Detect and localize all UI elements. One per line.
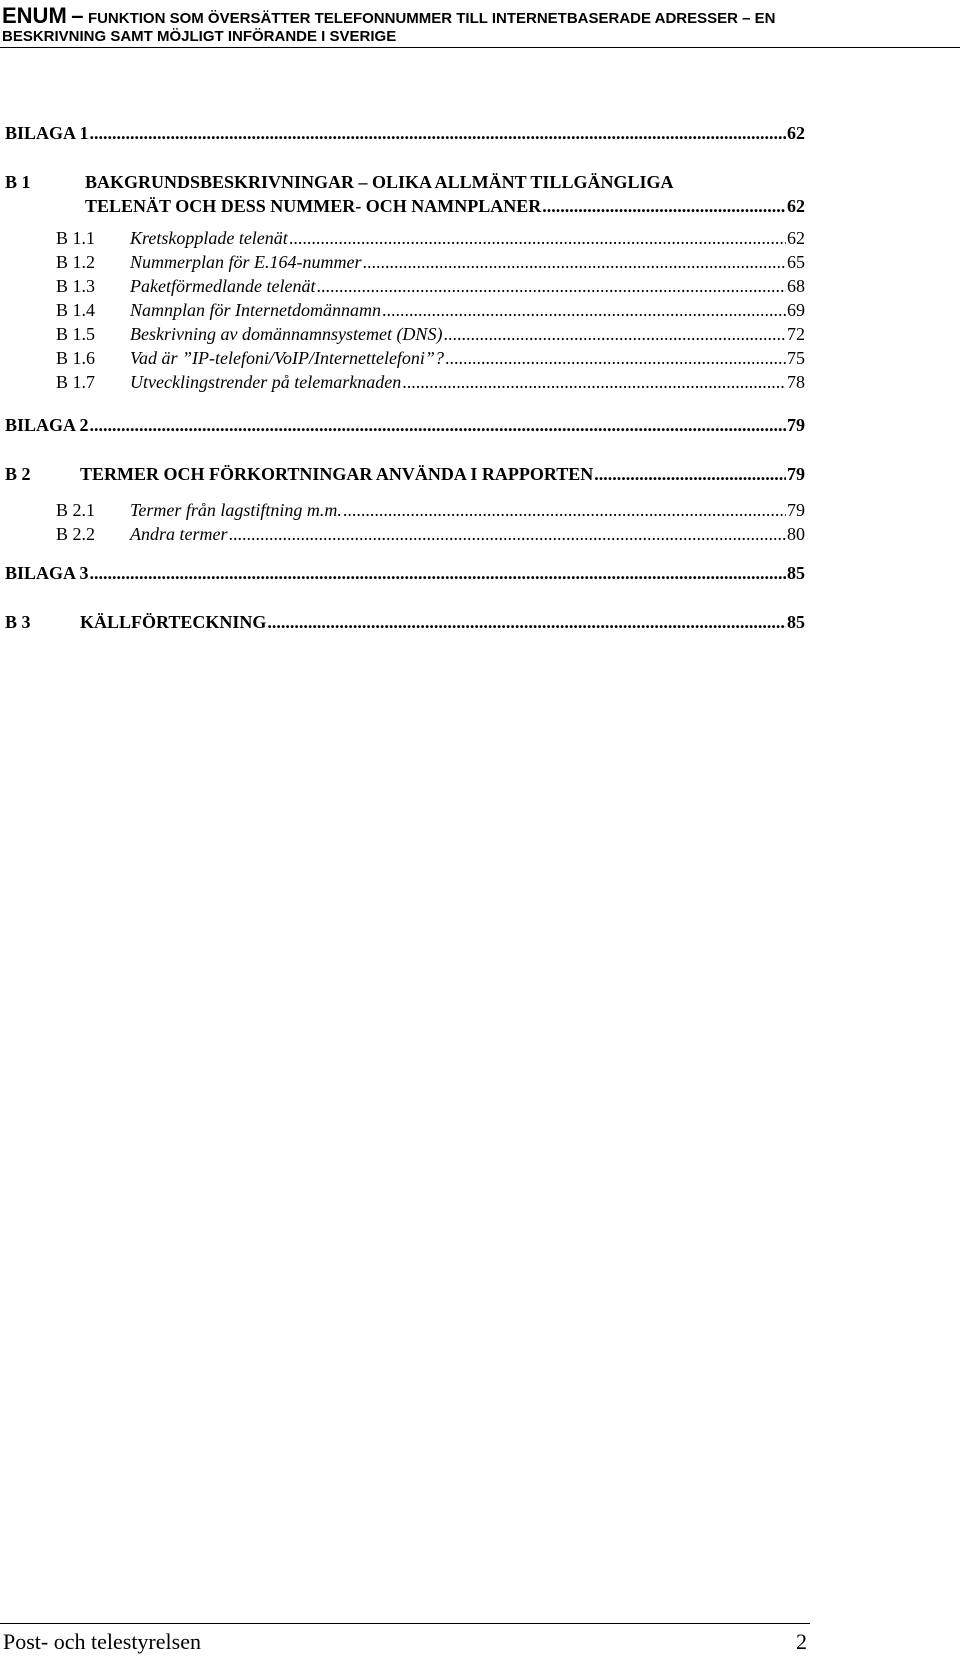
header-title-dash: – xyxy=(71,3,84,28)
toc-entry-b1-5[interactable] xyxy=(56,324,805,345)
header-title-rest: FUNKTION SOM ÖVERSÄTTER TELEFONNUMMER TILL INTERNETBASERADE ADRESSER – EN xyxy=(87,10,776,27)
toc-entry-title: BAKGRUNDSBESKRIVNINGAR – OLIKA ALLMÄNT TILLGÄNGLIGA xyxy=(85,172,674,192)
toc-entry-page: 72 xyxy=(787,324,805,344)
header-title-line1 xyxy=(2,3,775,29)
toc-entry-b2-1[interactable] xyxy=(56,500,805,521)
toc-leader-dots xyxy=(445,348,786,369)
header-title-line2: BESKRIVNING SAMT MÖJLIGT INFÖRANDE I SVERIGE xyxy=(2,28,397,45)
toc-entry-bilaga-1[interactable] xyxy=(5,123,805,144)
toc-entry-title: KÄLLFÖRTECKNING xyxy=(80,612,267,632)
toc-entry-bilaga-2[interactable] xyxy=(5,415,805,436)
toc-leader-dots xyxy=(90,123,786,144)
toc-entry-page: 62 xyxy=(787,123,805,143)
toc-leader-dots xyxy=(267,612,786,633)
toc-entry-b1-6[interactable] xyxy=(56,348,805,369)
toc-entry-title: Andra termer xyxy=(130,524,228,544)
toc-entry-page: 78 xyxy=(787,372,805,392)
toc-entry-page: 75 xyxy=(787,348,805,368)
toc-entry-title: TELENÄT OCH DESS NUMMER- OCH NAMNPLANER xyxy=(85,196,542,216)
toc-entry-b3[interactable] xyxy=(5,612,805,633)
toc-leader-dots xyxy=(542,196,786,217)
footer-page-number: 2 xyxy=(796,1629,807,1654)
toc-entry-title: Paketförmedlande telenät xyxy=(130,276,316,296)
header-title-main: ENUM xyxy=(2,3,67,28)
toc-entry-page: 79 xyxy=(787,464,805,484)
toc-entry-page: 65 xyxy=(787,252,805,272)
toc-leader-dots xyxy=(382,300,786,321)
toc-entry-title: Beskrivning av domännamnsystemet (DNS) xyxy=(130,324,443,344)
toc-entry-b1-3[interactable] xyxy=(56,276,805,297)
toc-entry-bilaga-3[interactable] xyxy=(5,563,805,584)
footer-organization: Post- och telestyrelsen xyxy=(3,1629,201,1654)
page-header xyxy=(0,0,960,48)
toc-entry-page: 80 xyxy=(787,524,805,544)
footer-rule xyxy=(0,1623,810,1624)
toc-entry-title: Termer från lagstiftning m.m. xyxy=(130,500,342,520)
toc-entry-page: 68 xyxy=(787,276,805,296)
toc-entry-page: 62 xyxy=(787,196,805,216)
toc-entry-page: 85 xyxy=(787,612,805,632)
toc-entry-number: B 1 xyxy=(5,172,31,192)
toc-entry-number: B 3 xyxy=(5,612,31,632)
toc-entry-b1-4[interactable] xyxy=(56,300,805,321)
toc-entry-number: B 1.4 xyxy=(56,300,96,320)
toc-entry-page: 69 xyxy=(787,300,805,320)
toc-entry-number: B 1.6 xyxy=(56,348,96,368)
toc-entry-title: Nummerplan för E.164-nummer xyxy=(130,252,362,272)
toc-entry-b1-line2[interactable] xyxy=(85,196,805,217)
toc-entry-title: Utvecklingstrender på telemarknaden xyxy=(130,372,402,392)
toc-entry-title: TERMER OCH FÖRKORTNINGAR ANVÄNDA I RAPPORTEN xyxy=(80,464,594,484)
toc-entry-b1-7[interactable] xyxy=(56,372,805,393)
toc-entry-b2-2[interactable] xyxy=(56,524,805,545)
toc-leader-dots xyxy=(229,524,787,545)
toc-entry-number: B 2.1 xyxy=(56,500,96,520)
toc-leader-dots xyxy=(90,415,786,436)
toc-entry-title: BILAGA 1 xyxy=(5,123,89,143)
toc-leader-dots xyxy=(594,464,786,485)
toc-entry-number: B 1.3 xyxy=(56,276,96,296)
toc-entry-b1-2[interactable] xyxy=(56,252,805,273)
toc-entry-page: 79 xyxy=(787,415,805,435)
toc-entry-title: BILAGA 2 xyxy=(5,415,89,435)
toc-entry-number: B 2.2 xyxy=(56,524,96,544)
toc-entry-b1-line1[interactable] xyxy=(5,172,673,193)
toc-entry-page: 85 xyxy=(787,563,805,583)
toc-leader-dots xyxy=(363,252,787,273)
toc-leader-dots xyxy=(289,228,786,249)
toc-leader-dots xyxy=(90,563,786,584)
toc-leader-dots xyxy=(443,324,786,345)
toc-entry-title: Namnplan för Internetdomännamn xyxy=(130,300,381,320)
toc-entry-page: 62 xyxy=(787,228,805,248)
toc-entry-title: Vad är ”IP-telefoni/VoIP/Internettelefoni”? xyxy=(130,348,444,368)
toc-entry-number: B 2 xyxy=(5,464,31,484)
toc-entry-number: B 1.1 xyxy=(56,228,96,248)
toc-entry-title: BILAGA 3 xyxy=(5,563,89,583)
toc-leader-dots xyxy=(343,500,786,521)
toc-entry-number: B 1.5 xyxy=(56,324,96,344)
toc-entry-page: 79 xyxy=(787,500,805,520)
toc-entry-number: B 1.7 xyxy=(56,372,96,392)
toc-entry-number: B 1.2 xyxy=(56,252,96,272)
toc-entry-title: Kretskopplade telenät xyxy=(130,228,288,248)
toc-entry-b1-1[interactable] xyxy=(56,228,805,249)
toc-leader-dots xyxy=(402,372,786,393)
toc-entry-b2[interactable] xyxy=(5,464,805,485)
toc-leader-dots xyxy=(316,276,786,297)
